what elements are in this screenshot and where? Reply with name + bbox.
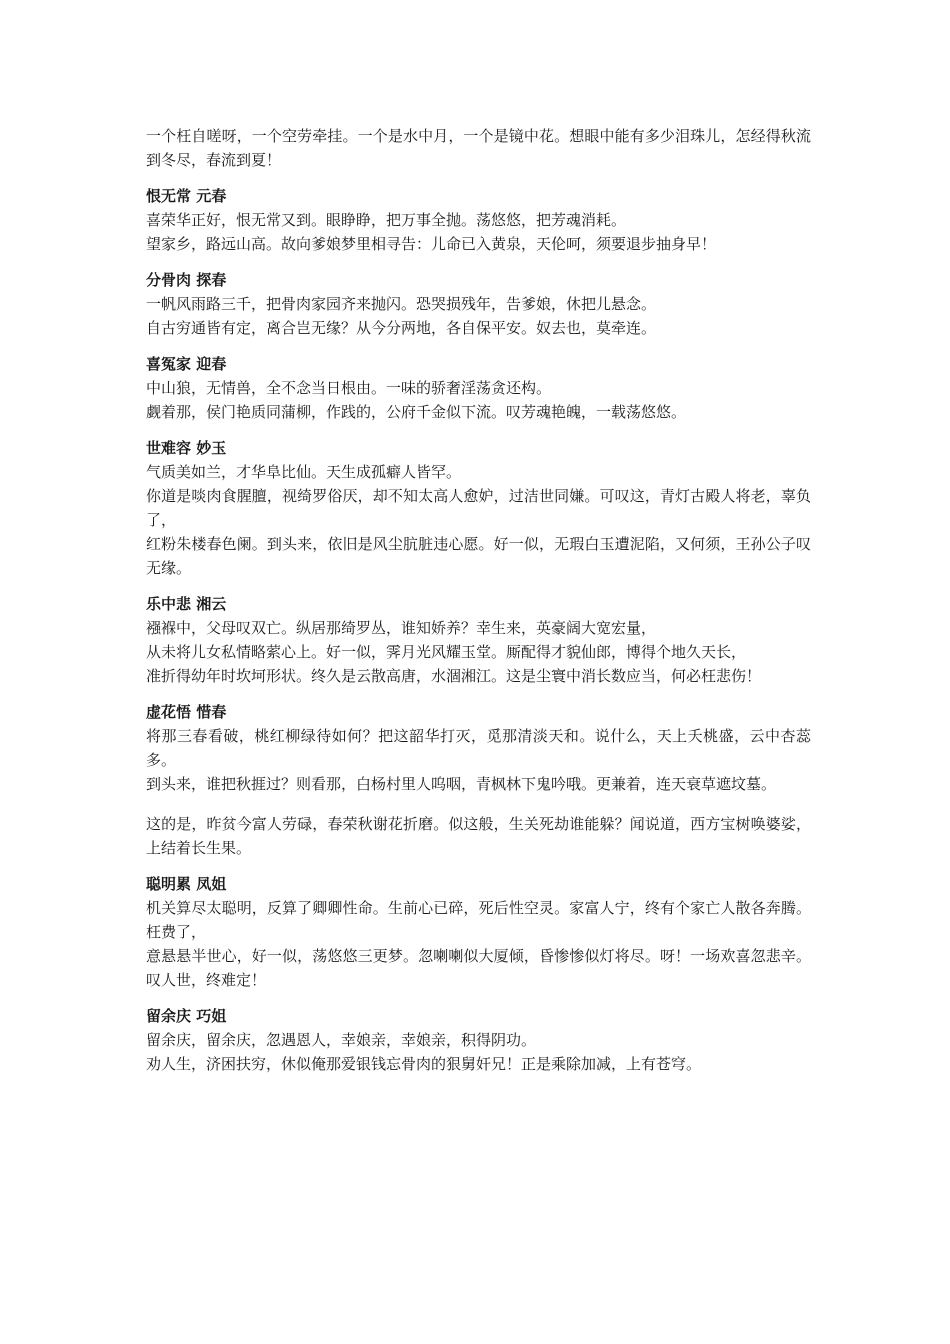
- section-fengjie: [146, 872, 811, 992]
- section-line: 红粉朱楼春色阑。到头来，依旧是风尘肮脏违心愿。好一似，无瑕白玉遭泥陷，又何须，王孙公子叹无缘。: [146, 535, 811, 577]
- section-tanchun: [146, 268, 811, 340]
- section-yingchun: [146, 352, 811, 424]
- section-title: 喜冤家 迎春: [146, 355, 227, 373]
- section-miaoyu: [146, 436, 811, 580]
- section-title: 分骨肉 探春: [146, 271, 227, 289]
- section-line: 劝人生，济困扶穷，休似俺那爱银钱忘骨肉的狠舅奸兄！正是乘除加减，上有苍穹。: [146, 1055, 702, 1073]
- section-yuanchun: [146, 184, 811, 256]
- section-line: 觑着那，侯门艳质同蒲柳，作践的，公府千金似下流。叹芳魂艳魄，一载荡悠悠。: [146, 403, 687, 421]
- section-line: 这的是，昨贫今富人劳碌，春荣秋谢花折磨。似这般，生关死劫谁能躲？闻说道，西方宝树唤婆娑，上结着长生果。: [146, 815, 811, 857]
- section-line: 襁褓中，父母叹双亡。纵居那绮罗丛，谁知娇养？幸生来，英豪阔大宽宏量，: [146, 619, 657, 637]
- intro-paragraph: 一个枉自嗟呀，一个空劳牵挂。一个是水中月，一个是镜中花。想眼中能有多少泪珠儿，怎经得秋流到冬尽，春流到夏！: [146, 127, 811, 169]
- section-line: 中山狼，无情兽，全不念当日根由。一味的骄奢淫荡贪还构。: [146, 379, 552, 397]
- section-line: 你道是啖肉食腥膻，视绮罗俗厌，却不知太高人愈妒，过洁世同嫌。可叹这，青灯古殿人将老，辜负了，: [146, 487, 811, 529]
- section-line: 机关算尽太聪明，反算了卿卿性命。生前心已碎，死后性空灵。家富人宁，终有个家亡人散各奔腾。枉费了，: [146, 899, 811, 941]
- section-line: 从未将儿女私情略萦心上。好一似，霁月光风耀玉堂。厮配得才貌仙郎，博得个地久天长，: [146, 643, 747, 661]
- section-title: 虚花悟 惜春: [146, 703, 227, 721]
- section-xichun: [146, 700, 811, 860]
- section-title: 留余庆 巧姐: [146, 1007, 227, 1025]
- section-line: 将那三春看破，桃红柳绿待如何？把这韶华打灭，觅那清淡天和。说什么，天上夭桃盛，云中杏蕊多。: [146, 727, 811, 769]
- section-title: 乐中悲 湘云: [146, 595, 227, 613]
- section-xiangyun: [146, 592, 811, 688]
- section-title: 世难容 妙玉: [146, 439, 227, 457]
- section-line: 到头来，谁把秋捱过？则看那，白杨村里人呜咽，青枫林下鬼吟哦。更兼着，连天衰草遮坟墓。: [146, 775, 777, 793]
- section-line: 意悬悬半世心，好一似，荡悠悠三更梦。忽喇喇似大厦倾，昏惨惨似灯将尽。呀！一场欢喜忽悲辛。叹人世，终难定！: [146, 947, 811, 989]
- blank-line: [146, 796, 811, 812]
- section-qiaojie: [146, 1004, 811, 1076]
- section-line: 喜荣华正好，恨无常又到。眼睁睁，把万事全抛。荡悠悠，把芳魂消耗。: [146, 211, 627, 229]
- section-title: 聪明累 凤姐: [146, 875, 227, 893]
- section-line: 一帆风雨路三千，把骨肉家园齐来抛闪。恐哭损残年，告爹娘，休把儿悬念。: [146, 295, 657, 313]
- section-line: 望家乡，路远山高。故向爹娘梦里相寻告：儿命已入黄泉，天伦呵，须要退步抽身早！: [146, 235, 717, 253]
- section-line: 自古穷通皆有定，离合岂无缘？从今分两地，各自保平安。奴去也，莫牵连。: [146, 319, 657, 337]
- section-line: 留余庆，留余庆，忽遇恩人，幸娘亲，幸娘亲，积得阴功。: [146, 1031, 537, 1049]
- document-page: [146, 124, 811, 1076]
- section-title: 恨无常 元春: [146, 187, 227, 205]
- section-line: 准折得幼年时坎坷形状。终久是云散高唐，水涸湘江。这是尘寰中消长数应当，何必枉悲伤！: [146, 667, 762, 685]
- section-line: 气质美如兰，才华阜比仙。天生成孤癖人皆罕。: [146, 463, 462, 481]
